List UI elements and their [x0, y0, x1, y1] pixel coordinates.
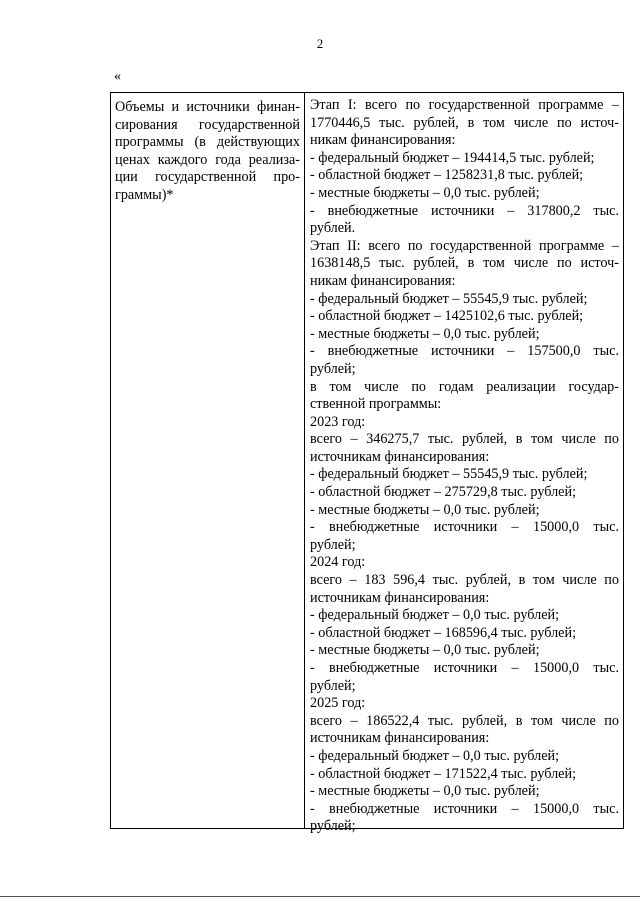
funding-line: 2024 год:	[310, 554, 366, 571]
funding-line: - внебюджетные источники – 15000,0 тыс.	[310, 519, 619, 536]
funding-line: источникам финансирования:	[310, 730, 490, 747]
funding-line: - местные бюджеты – 0,0 тыс. рублей;	[310, 501, 540, 518]
funding-line: - федеральный бюджет – 55545,9 тыс. рублей;	[310, 466, 588, 483]
funding-line: - внебюджетные источники – 317800,2 тыс.	[310, 202, 619, 219]
funding-line: - местные бюджеты – 0,0 тыс. рублей;	[310, 184, 540, 201]
funding-line: всего – 186522,4 тыс. рублей, в том числе по	[310, 712, 619, 729]
funding-line: ственной программы:	[310, 396, 442, 413]
funding-line: - внебюджетные источники – 157500,0 тыс.	[310, 343, 619, 360]
funding-line: - федеральный бюджет – 55545,9 тыс. рублей;	[310, 290, 588, 307]
funding-line: рублей.	[310, 220, 356, 237]
funding-line: Этап I: всего по государственной программе –	[310, 97, 619, 113]
opening-quote-mark: «	[114, 69, 121, 84]
page-bottom-rule	[0, 896, 640, 897]
label-line: программы (в действующих	[115, 134, 300, 151]
funding-line: 2025 год:	[310, 695, 366, 712]
label-line: ции государственной про-	[115, 169, 300, 186]
funding-line: всего – 346275,7 тыс. рублей, в том числе по	[310, 431, 619, 448]
table-label-cell	[111, 93, 305, 828]
table-content-cell	[306, 93, 623, 835]
funding-line: рублей;	[310, 677, 356, 694]
funding-line: источникам финансирования:	[310, 589, 490, 606]
funding-line: 1638148,5 тыс. рублей, в том числе по источ-	[310, 255, 619, 272]
label-line: Объемы и источники финан-	[115, 99, 300, 115]
funding-line: - федеральный бюджет – 0,0 тыс. рублей;	[310, 607, 560, 624]
funding-line: - внебюджетные источники – 15000,0 тыс.	[310, 660, 619, 676]
funding-line: - областной бюджет – 168596,4 тыс. рублей;	[310, 624, 577, 641]
funding-line: никам финансирования:	[310, 132, 456, 149]
funding-line: - местные бюджеты – 0,0 тыс. рублей;	[310, 642, 540, 659]
funding-line: - внебюджетные источники – 15000,0 тыс.	[310, 800, 619, 817]
funding-line: никам финансирования:	[310, 272, 456, 289]
funding-line: - областной бюджет – 1258231,8 тыс. рублей;	[310, 167, 584, 184]
funding-line: - федеральный бюджет – 194414,5 тыс. рублей;	[310, 149, 595, 166]
funding-line: - областной бюджет – 1425102,6 тыс. рублей;	[310, 308, 584, 325]
funding-line: - местные бюджеты – 0,0 тыс. рублей;	[310, 783, 540, 800]
funding-line: - местные бюджеты – 0,0 тыс. рублей;	[310, 325, 540, 342]
funding-table	[110, 92, 624, 835]
funding-line: - областной бюджет – 171522,4 тыс. рублей;	[310, 765, 577, 782]
funding-line: источникам финансирования:	[310, 448, 490, 465]
label-line: сирования государственной	[115, 116, 300, 133]
page-number: 2	[316, 36, 324, 51]
funding-line: 2023 год:	[310, 413, 366, 430]
funding-line: рублей;	[310, 818, 356, 835]
label-line: ценах каждого года реализа-	[115, 151, 300, 168]
funding-line: Этап II: всего по государственной программе –	[310, 237, 619, 254]
funding-line: всего – 183 596,4 тыс. рублей, в том числе по	[310, 572, 619, 589]
funding-line: рублей;	[310, 536, 356, 553]
funding-line: 1770446,5 тыс. рублей, в том числе по источ-	[310, 114, 619, 131]
label-line: граммы)*	[115, 186, 174, 203]
funding-line: - областной бюджет – 275729,8 тыс. рублей;	[310, 484, 577, 501]
funding-line: рублей;	[310, 360, 356, 377]
funding-line: - федеральный бюджет – 0,0 тыс. рублей;	[310, 747, 560, 764]
funding-line: в том числе по годам реализации государ-	[310, 378, 619, 395]
